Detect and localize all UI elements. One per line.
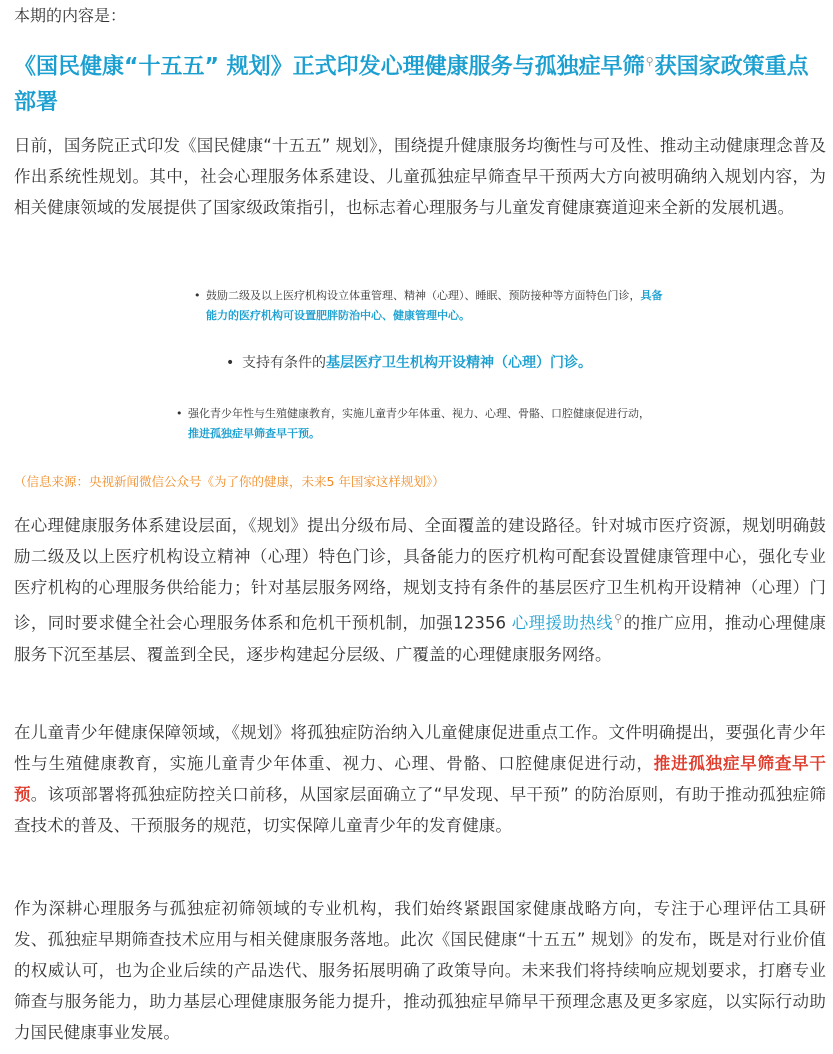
- paragraph-2-text-before: 在心理健康服务体系建设层面，《规划》提出分级布局、全面覆盖的建设路径。针对城市医疗资源，规划明确鼓励二级及以上医疗机构设立精神（心理）特色门诊，具备能力的医疗机构可配套设置健康管理中心，强化专业医疗机构的心理服务供给能力；针对基层服务网络，规划支持有条件的基层医疗卫生机构开设精神（心理）门诊，同时要求健全社会心理服务体系和危机干预机制，加强12356: [14, 516, 826, 633]
- bullet-text: 鼓励二级及以上医疗机构设立体重管理、精神（心理）、睡眠、预防接种等方面特色门诊，: [206, 289, 641, 302]
- paragraph-1: 日前，国务院正式印发《国民健康“十五五” 规划》，围绕提升健康服务均衡性与可及性、推动主动健康理念普及作出系统性规划。其中，社会心理服务体系建设、儿童孤独症早筛查早干预两大方向被明确纳入规划内容，为相关健康领域的发展提供了国家级政策指引，也标志着心理服务与儿童发育健康赛道迎来全新的发展机遇。: [14, 136, 826, 217]
- paragraph-3-text-after: 。该项部署将孤独症防控关口前移，从国家层面确立了“早发现、早干预” 的防治原则，有助于推动孤独症筛查技术的普及、干预服务的规范，切实保障儿童青少年的发育健康。: [14, 785, 826, 835]
- bullet-text: 强化青少年性与生殖健康教育，实施儿童青少年体重、视力、心理、骨骼、口腔健康促进行动，: [188, 407, 650, 420]
- bullet-highlight: 基层医疗卫生机构开设精神（心理）门诊。: [326, 355, 592, 371]
- title-part-1: 《国民健康“十五五” 规划》正式印发心理健康服务与孤独症早筛: [14, 54, 645, 80]
- article-title: [14, 44, 824, 121]
- paragraph-3: [14, 717, 826, 841]
- source-note: （信息来源：央视新闻微信公众号《为了你的健康，未来5 年国家这样规划》）: [14, 474, 445, 489]
- paragraph-2-text-after: 的推广应用，推动心理健康服务下沉至基层、覆盖到全民，逐步构建起分层级、广覆盖的心理健康服务网络。: [14, 613, 826, 664]
- bullet-item-2: [226, 352, 662, 374]
- bullet-dot: •: [194, 289, 201, 302]
- hotline-link[interactable]: 心理援助热线: [511, 613, 614, 633]
- paragraph-4: 作为深耕心理服务与孤独症初筛领域的专业机构，我们始终紧跟国家健康战略方向，专注于心理评估工具研发、孤独症早期筛查技术应用与相关健康服务落地。此次《国民健康“十五五” 规划》的发布，既是对行业价值的权威认可，也为企业后续的产品迭代、服务拓展明确了政策导向。未来我们将持续响应规划要求，打磨专业筛查与服务能力，助力基层心理健康服务能力提升，推动孤独症早筛早干预理念惠及更多家庭，以实际行动助力国民健康事业发展。: [14, 899, 826, 1042]
- bullet-item-3: [176, 404, 658, 444]
- bullet-highlight: 具备能力的医疗机构可设置肥胖防治中心、健康管理中心。: [206, 289, 663, 322]
- bullet-text: 支持有条件的: [242, 355, 326, 371]
- paragraph-2: [14, 510, 826, 670]
- bullet-highlight: 推进孤独症早筛查早干预。: [188, 427, 320, 440]
- paragraph-3-highlight: 推进孤独症早筛查早干预: [14, 754, 827, 804]
- title-part-2: 获国家政策重点部署: [14, 54, 809, 116]
- search-icon[interactable]: ⚲: [645, 55, 654, 68]
- bullet-dot: •: [226, 355, 235, 371]
- bullet-dot: •: [176, 407, 183, 420]
- bullet-item-1: [194, 286, 666, 326]
- paragraph-3-text-before: 在儿童青少年健康保障领域，《规划》将孤独症防治纳入儿童健康促进重点工作。文件明确提出，要强化青少年性与生殖健康教育，实施儿童青少年体重、视力、心理、骨骼、口腔健康促进行动，: [14, 723, 826, 773]
- intro-text: 本期的内容是：: [14, 6, 127, 25]
- search-icon[interactable]: ⚲: [614, 612, 623, 625]
